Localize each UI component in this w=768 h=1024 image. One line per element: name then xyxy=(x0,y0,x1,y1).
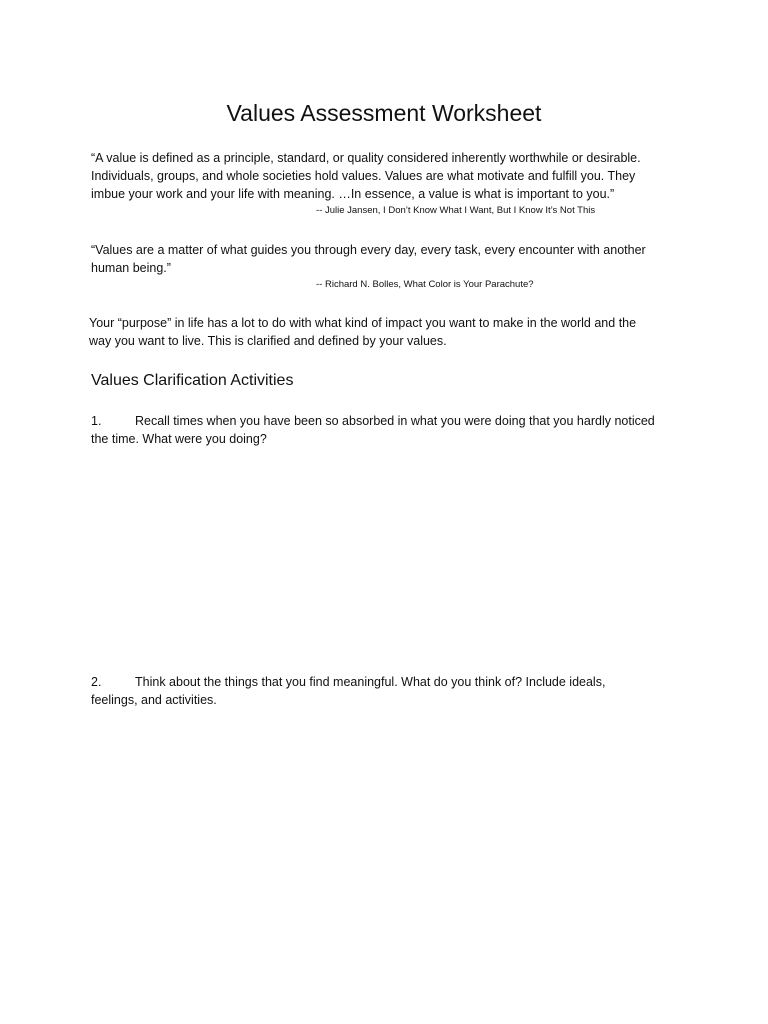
paragraph-line: Your “purpose” in life has a lot to do with what kind of impact you want to make in the world and the xyxy=(89,316,637,330)
quote-line: human being.” xyxy=(91,261,171,275)
paragraph-line: way you want to live. This is clarified and defined by your values. xyxy=(89,334,447,348)
quote-jansen xyxy=(91,149,681,203)
activity-item-2 xyxy=(91,673,681,709)
activity-number: 1. xyxy=(91,414,102,428)
section-heading: Values Clarification Activities xyxy=(91,372,294,389)
activity-text: feelings, and activities. xyxy=(91,693,217,707)
quote-attribution: -- Richard N. Bolles, What Color is Your Parachute? xyxy=(316,279,534,290)
activity-text: Recall times when you have been so absorbed in what you were doing that you hardly noticed xyxy=(135,414,655,428)
page-title: Values Assessment Worksheet xyxy=(226,100,542,126)
quote-line: “Values are a matter of what guides you through every day, every task, every encounter with another xyxy=(91,243,646,257)
quote-bolles xyxy=(91,241,681,277)
activity-number: 2. xyxy=(91,675,102,689)
quote-line: Individuals, groups, and whole societies hold values. Values are what motivate and fulfill you. They xyxy=(91,169,636,183)
activity-text: Think about the things that you find meaningful. What do you think of? Include ideals, xyxy=(135,675,606,689)
activity-text: the time. What were you doing? xyxy=(91,432,267,446)
quote-line: “A value is defined as a principle, standard, or quality considered inherently worthwhile or desirable. xyxy=(91,151,641,165)
quote-line: imbue your work and your life with meaning. …In essence, a value is what is important to you.” xyxy=(91,187,615,201)
purpose-paragraph xyxy=(89,314,679,350)
quote-attribution: -- Julie Jansen, I Don’t Know What I Want, But I Know It’s Not This xyxy=(316,205,596,216)
activity-item-1 xyxy=(91,412,681,448)
